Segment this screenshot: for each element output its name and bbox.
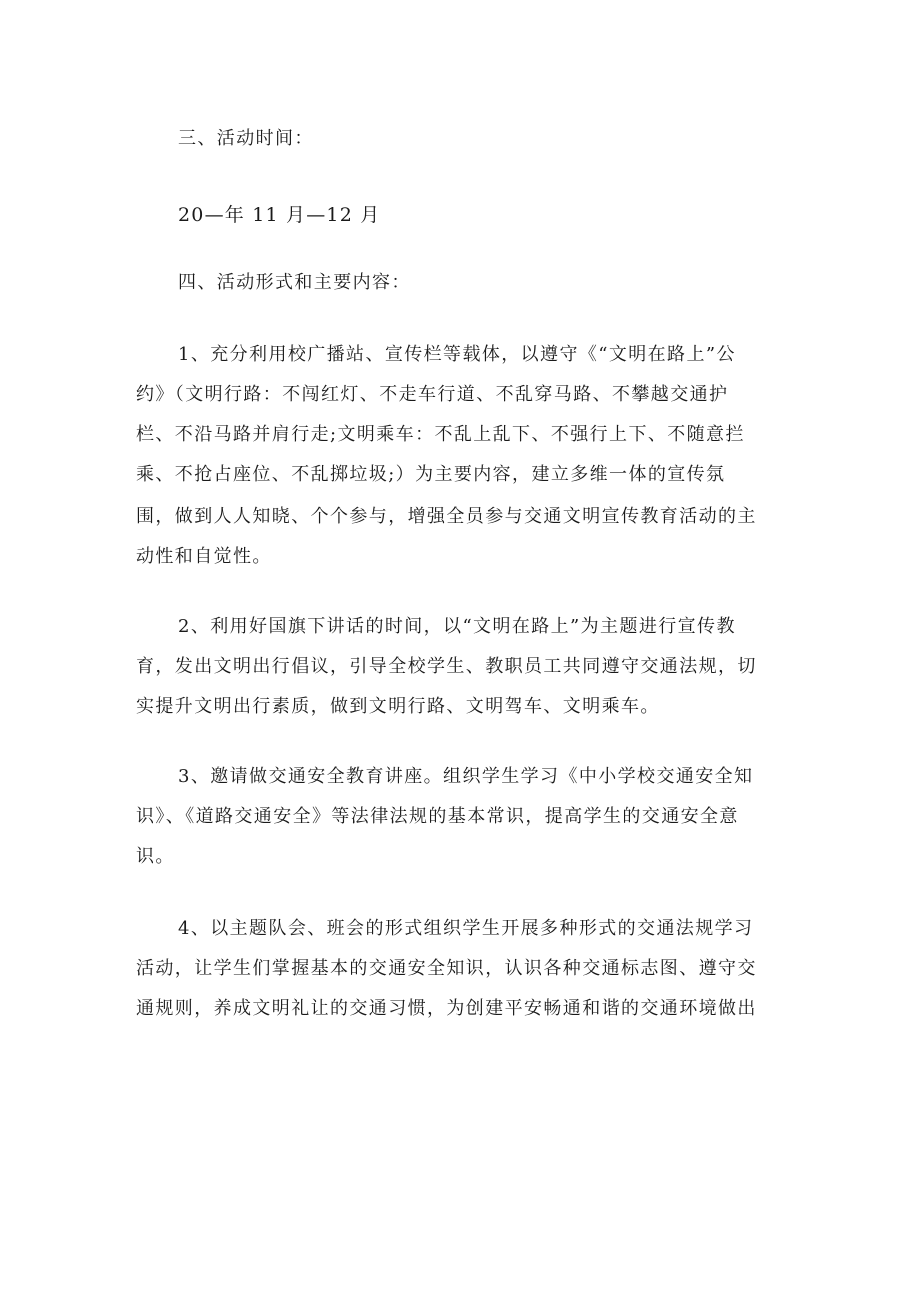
item1-line: 1、充分利用校广播站、宣传栏等载体，以遵守《“文明在路上”公 xyxy=(178,344,736,365)
item4-line: 通规则，养成文明礼让的交通习惯，为创建平安畅通和谐的交通环境做出 xyxy=(136,998,757,1019)
item1-line: 乘、不抢占座位、不乱掷垃圾;）为主要内容，建立多维一体的宣传氛 xyxy=(136,464,726,485)
item2-line: 育，发出文明出行倡议，引导全校学生、教职员工共同遵守交通法规，切 xyxy=(136,656,757,677)
item1-line: 动性和自觉性。 xyxy=(136,546,272,567)
item1-line: 约》（文明行路：不闯红灯、不走车行道、不乱穿马路、不攀越交通护 xyxy=(136,384,729,405)
section4-heading: 四、活动形式和主要内容： xyxy=(178,272,411,293)
item2-line: 实提升文明出行素质，做到文明行路、文明驾车、文明乘车。 xyxy=(136,696,660,717)
section3-date: 20—年 11 月—12 月 xyxy=(178,204,381,226)
item2-line: 2、利用好国旗下讲话的时间，以“文明在路上”为主题进行宣传教 xyxy=(178,616,736,637)
item3-line: 识》、《道路交通安全》等法律法规的基本常识，提高学生的交通安全意 xyxy=(136,806,739,827)
item3-line: 3、邀请做交通安全教育讲座。组织学生学习《中小学校交通安全知 xyxy=(178,766,754,787)
item4-line: 4、以主题队会、班会的形式组织学生开展多种形式的交通法规学习 xyxy=(178,918,754,939)
item3-line: 识。 xyxy=(136,846,175,867)
section3-heading: 三、活动时间： xyxy=(178,128,314,149)
item1-line: 围，做到人人知晓、个个参与，增强全员参与交通文明宣传教育活动的主 xyxy=(136,506,757,527)
item4-line: 活动，让学生们掌握基本的交通安全知识，认识各种交通标志图、遵守交 xyxy=(136,958,757,979)
item1-line: 栏、不沿马路并肩行走;文明乘车：不乱上乱下、不强行上下、不随意拦 xyxy=(136,424,745,445)
